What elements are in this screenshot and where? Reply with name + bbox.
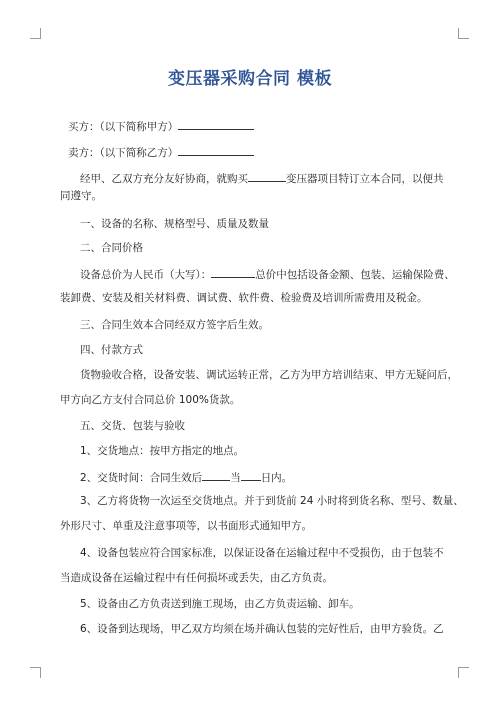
section-1-heading: 一、设备的名称、规格型号、质量及数量 (80, 218, 269, 230)
intro-text-a: 经甲、乙双方充分友好协商，就购买 (80, 173, 248, 185)
price-text-b: 总价中包括设备金额、包装、运输保险费、 (255, 269, 455, 281)
delivery-blank-2[interactable] (241, 469, 261, 481)
crop-mark-bottom-right (458, 667, 469, 678)
section-5-heading: 五、交货、包装与验收 (80, 420, 185, 432)
delivery-item-4-line-1: 4、设备包装应符合国家标准，以保证设备在运输过程中不受损伤，由于包装不 (80, 547, 444, 559)
section-4-heading: 四、付款方式 (80, 344, 143, 356)
intro-text-b: 变压器项目特订立本合同，以便共 (286, 173, 444, 185)
buyer-line (68, 118, 448, 134)
delivery-item-4-line-2: 当造成设备在运输过程中有任何损坏或丢失，由乙方负责。 (60, 572, 333, 584)
delivery-time-a: 2、交货时间：合同生效后 (80, 472, 203, 484)
delivery-blank-1[interactable] (202, 469, 230, 481)
delivery-time-b: 当 (230, 472, 241, 484)
delivery-item-6: 6、设备到达现场，甲乙双方均须在场并确认包装的完好性后，由甲方验货。乙 (80, 623, 444, 635)
payment-line-2: 甲方向乙方支付合同总价 100%货款。 (60, 394, 241, 406)
seller-blank[interactable] (178, 144, 254, 156)
seller-label: 卖方：（以下简称乙方） (68, 147, 179, 159)
delivery-item-3-line-2: 外形尺寸、单重及注意事项等，以书面形式通知甲方。 (60, 520, 312, 532)
price-text-a: 设备总价为人民币（大写）： (80, 269, 212, 281)
price-line-2: 装卸费、安装及相关材料费、调试费、软件费、检验费及培训所需费用及税金。 (60, 292, 428, 304)
project-blank[interactable] (248, 170, 286, 182)
buyer-blank[interactable] (178, 118, 254, 130)
buyer-label: 买方：（以下简称甲方） (68, 121, 179, 133)
section-3-heading: 三、合同生效本合同经双方签字后生效。 (80, 319, 269, 331)
delivery-time-c: 日内。 (260, 472, 293, 484)
intro-line-2: 同遵守。 (60, 190, 102, 202)
delivery-item-2 (80, 469, 460, 485)
delivery-item-1: 1、交货地点：按甲方指定的地点。 (80, 445, 245, 457)
document-title: 变压器采购合同 模板 (168, 69, 332, 89)
section-2-heading: 二、合同价格 (80, 242, 143, 254)
crop-mark-bottom-left (30, 667, 41, 678)
intro-line-1 (80, 170, 460, 186)
delivery-item-3-line-1: 3、乙方将货物一次运至交货地点。并于到货前 24 小时将到货名称、型号、数量、 (80, 495, 464, 507)
delivery-item-5: 5、设备由乙方负责送到施工现场，由乙方负责运输、卸车。 (80, 598, 360, 610)
price-blank[interactable] (211, 266, 255, 278)
crop-mark-top-left (30, 28, 41, 39)
payment-line-1: 货物验收合格，设备安装、调试运转正常，乙方为甲方培训结束、甲方无疑问后， (80, 369, 458, 381)
crop-mark-top-right (458, 28, 469, 39)
seller-line (68, 144, 448, 160)
price-line-1 (80, 266, 460, 282)
